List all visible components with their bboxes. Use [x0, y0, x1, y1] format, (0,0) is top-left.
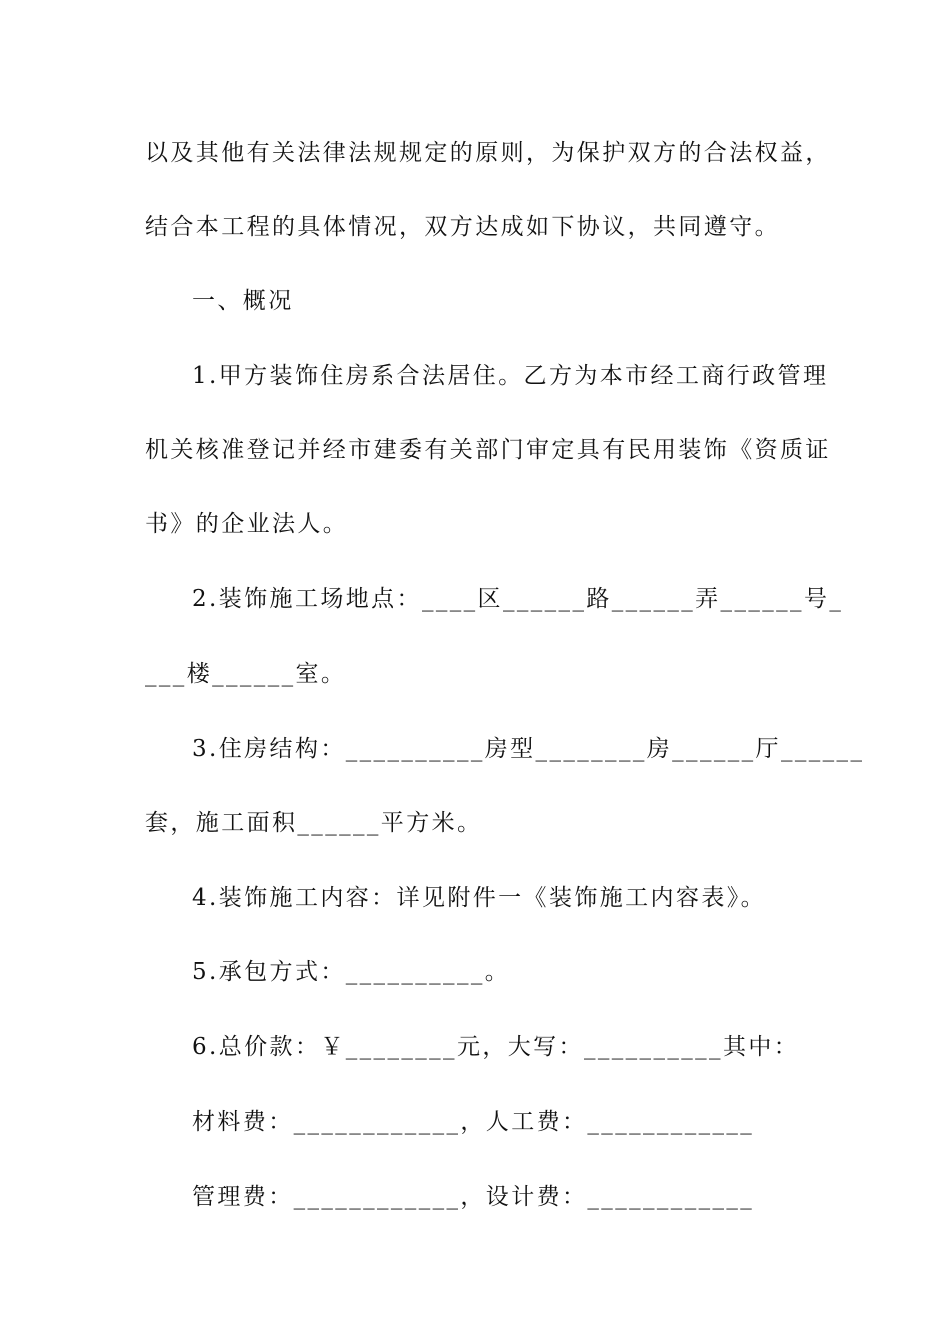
clause-2-line-1: 2.装饰施工场地点：____区______路______弄______号_ [192, 586, 844, 612]
clause-2-line-2: ___楼______室。 [145, 661, 347, 687]
clause-6: 6.总价款：￥________元，大写：__________其中： [192, 1034, 800, 1060]
paragraph-line-1: 以及其他有关法律法规规定的原则，为保护双方的合法权益， [145, 140, 831, 166]
clause-3-line-1: 3.住房结构：__________房型________房______厅______ [192, 736, 865, 762]
clause-4: 4.装饰施工内容：详见附件一《装饰施工内容表》。 [192, 885, 767, 911]
clause-3-line-2: 套，施工面积______平方米。 [145, 810, 483, 836]
clause-5: 5.承包方式：__________。 [192, 959, 511, 985]
fee-line-management-design: 管理费：____________，设计费：____________ [192, 1184, 755, 1210]
clause-1-line-3: 书》的企业法人。 [145, 511, 349, 537]
fee-line-materials-labor: 材料费：____________，人工费：____________ [192, 1109, 755, 1135]
clause-1-line-1: 1.甲方装饰住房系合法居住。乙方为本市经工商行政管理 [192, 363, 829, 389]
section-heading-overview: 一、概况 [192, 288, 294, 314]
clause-1-line-2: 机关核准登记并经市建委有关部门审定具有民用装饰《资质证 [145, 437, 831, 463]
paragraph-line-2: 结合本工程的具体情况，双方达成如下协议，共同遵守。 [145, 214, 780, 240]
